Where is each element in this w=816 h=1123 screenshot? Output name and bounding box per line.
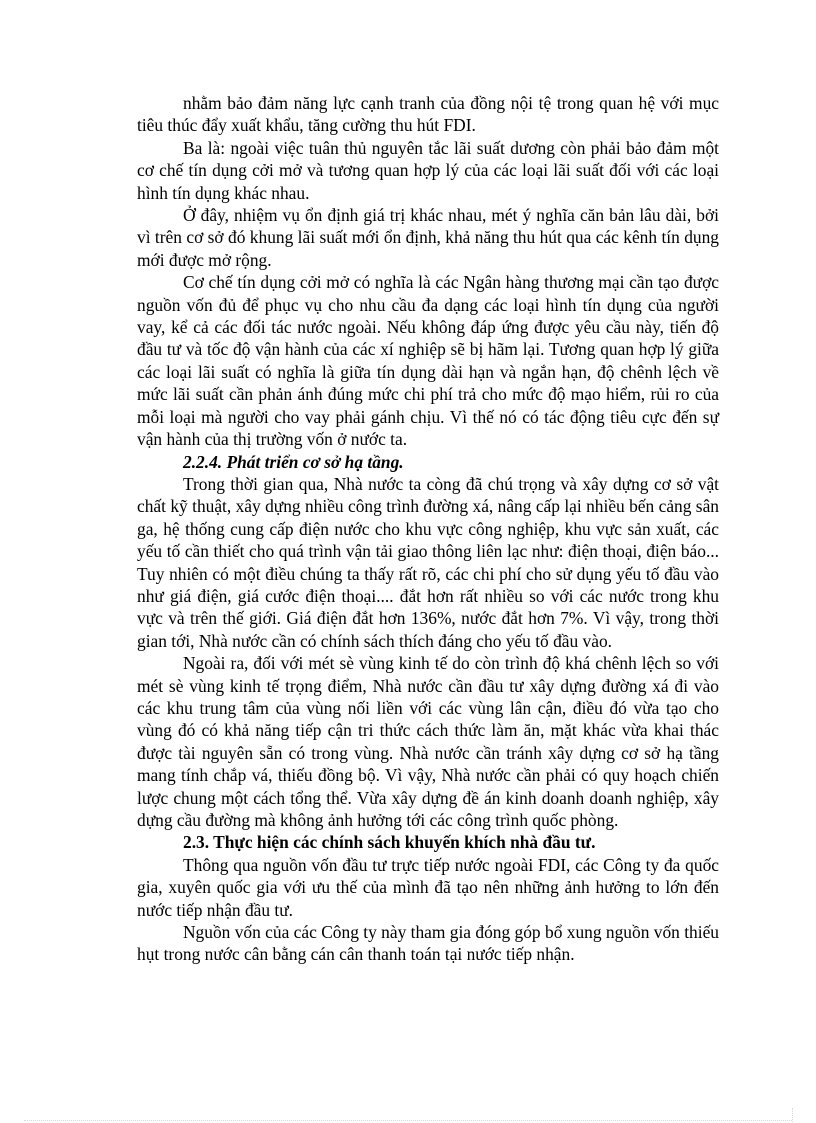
paragraph: Cơ chế tín dụng cởi mở có nghĩa là các Ngân hàng thương mại cần tạo được nguồn vốn đủ để phục vụ cho nhu cầu đa dạng các loại hình tín dụng của người vay, kể cả các đối tác nước ngoài. Nếu không đáp ứng được yêu cầu này, tiến độ đầu tư và tốc độ vận hành của các xí nghiệp sẽ bị hãm lại. Tương quan hợp lý giữa các loại lãi suất có nghĩa là giữa tín dụng dài hạn và ngắn hạn, độ chênh lệch về mức lãi suất cần phản ánh đúng mức chi phí trả cho mức độ mạo hiểm, rủi ro của mỗi loại mà người cho vay phải gánh chịu. Vì thế nó có tác động tiêu cực đến sự vận hành của thị trường vốn ở nước ta. [137,272,719,450]
paragraph: Ngoài ra, đối với mét sè vùng kinh tế do còn trình độ khá chênh lệch so với mét sè vùng kinh tế trọng điểm, Nhà nước cần đầu tư xây dựng đường xá đi vào các khu trung tâm của vùng nối liền với các vùng lân cận, điều đó vừa tạo cho vùng đó có khả năng tiếp cận tri thức cách thức làm ăn, mặt khác vừa khai thác được tài nguyên sẵn có trong vùng. Nhà nước cần tránh xây dựng cơ sở hạ tầng mang tính chắp vá, thiếu đồng bộ. Vì vậy, Nhà nước cần phải có quy hoạch chiến lược chung một cách tổng thể. Vừa xây dựng đề án kinh doanh doanh nghiệp, xây dựng cầu đường mà không ảnh hưởng tới các công trình quốc phòng. [137,653,719,830]
paragraph: Trong thời gian qua, Nhà nước ta còng đã chú trọng và xây dựng cơ sở vật chất kỹ thuật, xây dựng nhiều công trình đường xá, nâng cấp lại nhiều bến cảng sân ga, hệ thống cung cấp điện nước cho khu vực công nghiệp, khu vực sản xuất, các yếu tố cần thiết cho quá trình vận tải giao thông liên lạc như: điện thoại, điện báo... Tuy nhiên có một điều chúng ta thấy rất rõ, các chi phí cho sử dụng yếu tố đầu vào như giá điện, giá cước điện thoại.... đắt hơn rất nhiều so với các nước trong khu vực và trên thế giới. Giá điện đắt hơn 136%, nước đắt hơn 7%. Vì vậy, trong thời gian tới, Nhà nước cần có chính sách thích đáng cho yếu tố đầu vào. [137,473,719,651]
paragraph: nhằm bảo đảm năng lực cạnh tranh của đồng nội tệ trong quan hệ với mục tiêu thúc đẩy xuất khẩu, tăng cường thu hút FDI. [137,93,719,136]
paragraph: Thông qua nguồn vốn đầu tư trực tiếp nước ngoài FDI, các Công ty đa quốc gia, xuyên quốc gia với ưu thế của mình đã tạo nên những ảnh hưởng to lớn đến nước tiếp nhận đầu tư. [137,854,719,920]
section-heading-2-2-4: 2.2.4. Phát triển cơ sở hạ tầng. [183,451,404,472]
paragraph: Nguồn vốn của các Công ty này tham gia đóng góp bổ xung nguồn vốn thiếu hụt trong nước cân bằng cán cân thanh toán tại nước tiếp nhận. [137,922,719,965]
paragraph: Ba là: ngoài việc tuân thủ nguyên tắc lãi suất dương còn phải bảo đảm một cơ chế tín dụng cởi mở và tương quan hợp lý của các loại lãi suất đối với các loại hình tín dụng khác nhau. [137,137,719,203]
section-heading-2-3: 2.3. Thực hiện các chính sách khuyến khích nhà đầu tư. [183,832,596,853]
page-corner-mark [792,1108,794,1122]
document-body [137,92,719,966]
page-border-dotted [24,1120,792,1121]
paragraph: Ở đây, nhiệm vụ ổn định giá trị khác nhau, mét ý nghĩa căn bản lâu dài, bởi vì trên cơ sở đó khung lãi suất mới ổn định, khả năng thu hút qua các kênh tín dụng mới được mở rộng. [137,205,719,270]
